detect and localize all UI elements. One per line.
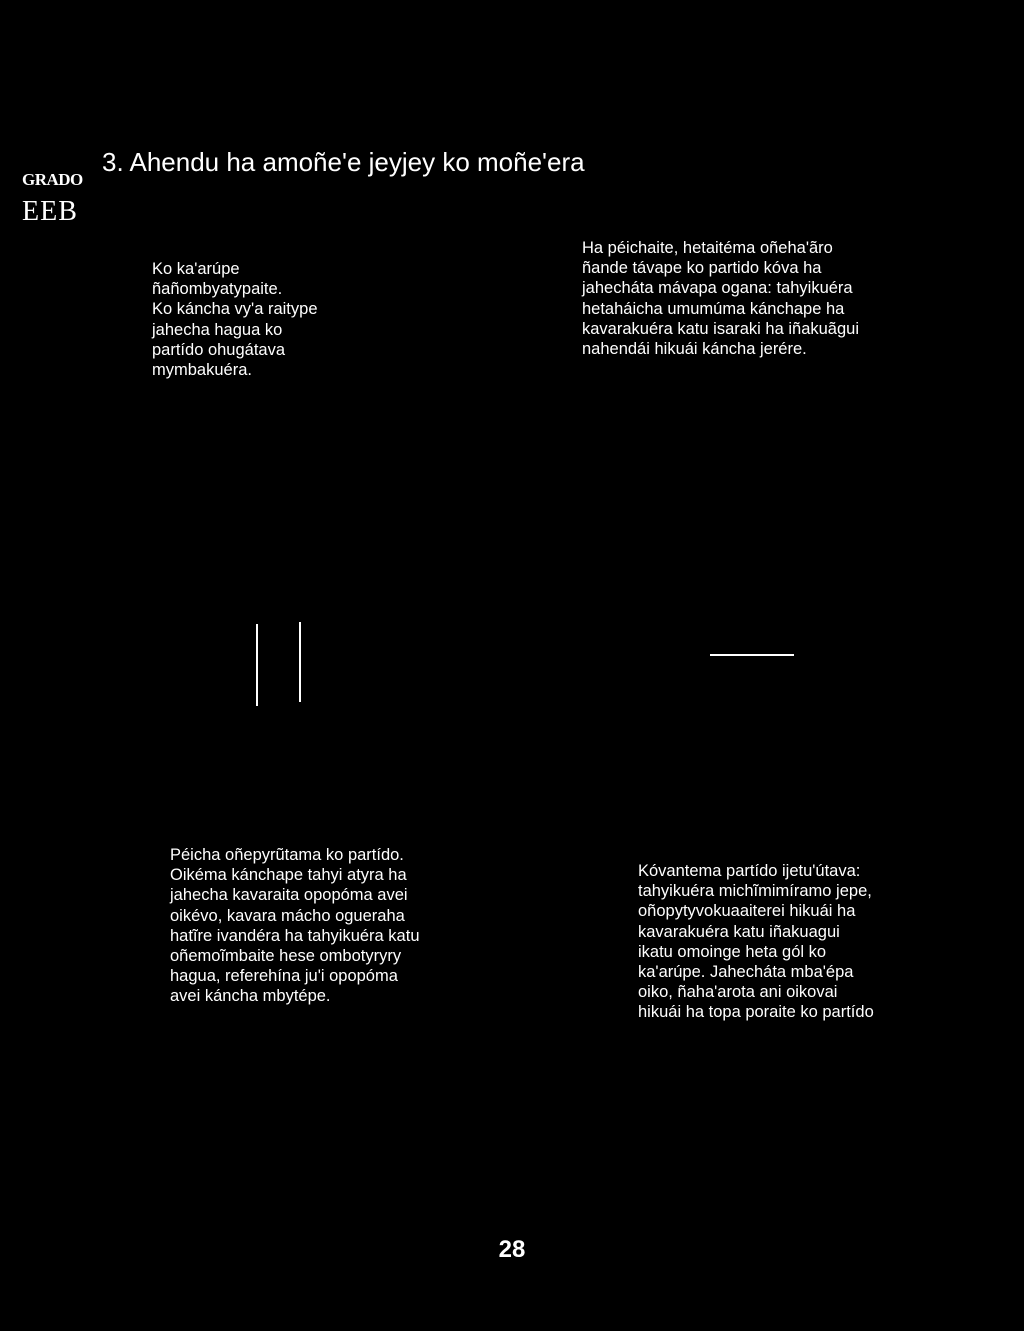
text-line: Ko ka'arúpe <box>152 260 240 278</box>
text-line: Ha péichaite, hetaitéma oñeha'ãro <box>582 239 833 257</box>
text-line: mymbakuéra. <box>152 361 252 380</box>
text-line: hetaháicha umumúma kánchape ha <box>582 299 845 318</box>
text-line: avei káncha mbytépe. <box>170 987 331 1006</box>
panel-text-bottom-left <box>170 845 470 1007</box>
text-line: hikuái ha topa poraite ko partído <box>638 1003 874 1022</box>
text-line: ñande távape ko partido kóva ha <box>582 259 822 278</box>
text-line: oiko, ñaha'arota ani oikovai <box>638 983 838 1002</box>
text-line: ikatu omoinge heta gól ko <box>638 942 827 961</box>
text-line: Péicha oñepyrũtama ko partído. <box>170 846 404 864</box>
goal-post-left <box>256 624 258 706</box>
panel-text-top-right <box>582 238 912 359</box>
text-line: partído ohugátava <box>152 340 286 359</box>
text-line: Ko káncha vy'a raitype <box>152 300 318 319</box>
text-line: hagua, referehína ju'i opopóma <box>170 967 398 986</box>
text-line: jahecha kavaraita opopóma avei <box>170 886 408 905</box>
text-line: Kóvantema partído ijetu'útava: <box>638 862 861 880</box>
level-label: EEB <box>22 196 78 227</box>
text-line: jahecháta mávapa ogana: tahyikuéra <box>582 279 853 298</box>
text-line: oñemoĩmbaite hese ombotyryry <box>170 947 402 966</box>
text-line: Oikéma kánchape tahyi atyra ha <box>170 866 407 885</box>
text-line: tahyikuéra michĩmimíramo jepe, <box>638 882 872 901</box>
grado-label: GRADO <box>22 170 83 189</box>
text-line: oñopytyvokuaaiterei hikuái ha <box>638 902 856 921</box>
page-title: 3. Ahendu ha amoñe'e jeyjey ko moñe'era <box>102 147 585 177</box>
text-line: nahendái hikuái káncha jerére. <box>582 340 807 359</box>
panel-text-bottom-right <box>638 861 938 1023</box>
text-line: kavarakuéra katu iñakuagui <box>638 922 840 941</box>
goal-post-right <box>299 622 301 702</box>
text-line: jahecha hagua ko <box>152 320 283 339</box>
panel-text-top-left <box>152 259 372 380</box>
field-line-icon <box>710 654 794 656</box>
text-line: ka'arúpe. Jahecháta mba'épa <box>638 963 854 982</box>
text-line: oikévo, kavara mácho ogueraha <box>170 906 405 925</box>
text-line: kavarakuéra katu isaraki ha iñakuãgui <box>582 319 859 338</box>
text-line: ñañombyatypaite. <box>152 280 283 299</box>
text-line: hatĩre ivandéra ha tahyikuéra katu <box>170 926 420 945</box>
page-number: 28 <box>498 1236 526 1263</box>
